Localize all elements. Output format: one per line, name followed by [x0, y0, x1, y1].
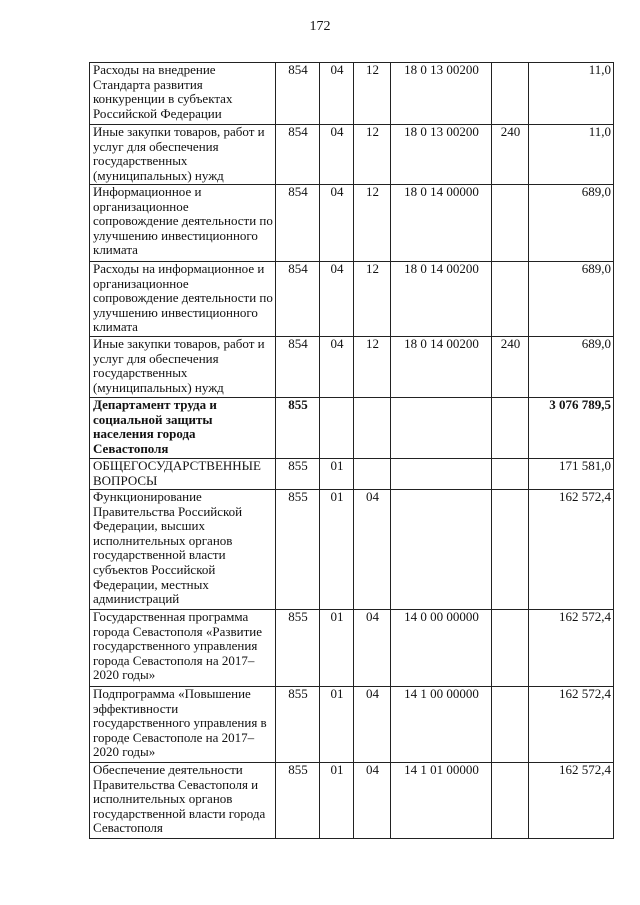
row-target-code: 14 1 00 00000 — [391, 687, 492, 763]
row-ministry-code: 855 — [276, 459, 320, 490]
row-subsection-code — [354, 398, 391, 459]
row-amount: 162 572,4 — [529, 490, 614, 610]
row-target-code: 14 1 01 00000 — [391, 763, 492, 839]
row-target-code — [391, 459, 492, 490]
table-row — [90, 490, 614, 610]
row-expense-type — [492, 763, 529, 839]
table-row — [90, 610, 614, 687]
row-section-code: 04 — [320, 185, 354, 262]
row-amount: 162 572,4 — [529, 763, 614, 839]
row-target-code: 18 0 14 00200 — [391, 262, 492, 337]
row-target-code — [391, 398, 492, 459]
row-expense-type — [492, 490, 529, 610]
row-section-code: 01 — [320, 687, 354, 763]
row-name: Департамент труда и социальной защиты населения города Севастополя — [90, 398, 276, 459]
row-name: Расходы на информационное и организационное сопровождение деятельности по улучшению инвестиционного климата — [90, 262, 276, 337]
row-name: Расходы на внедрение Стандарта развития конкуренции в субъектах Российской Федерации — [90, 63, 276, 125]
row-ministry-code: 854 — [276, 337, 320, 398]
row-amount: 689,0 — [529, 185, 614, 262]
row-amount: 689,0 — [529, 262, 614, 337]
row-subsection-code: 04 — [354, 763, 391, 839]
row-ministry-code: 855 — [276, 763, 320, 839]
row-expense-type — [492, 262, 529, 337]
row-ministry-code: 855 — [276, 687, 320, 763]
row-subsection-code: 12 — [354, 185, 391, 262]
row-ministry-code: 854 — [276, 125, 320, 185]
row-subsection-code: 12 — [354, 262, 391, 337]
row-section-code — [320, 398, 354, 459]
row-amount: 162 572,4 — [529, 610, 614, 687]
row-ministry-code: 855 — [276, 490, 320, 610]
row-subsection-code: 12 — [354, 337, 391, 398]
row-amount: 3 076 789,5 — [529, 398, 614, 459]
row-target-code — [391, 490, 492, 610]
row-subsection-code: 04 — [354, 490, 391, 610]
table-row — [90, 63, 614, 125]
row-amount: 162 572,4 — [529, 687, 614, 763]
row-ministry-code: 854 — [276, 63, 320, 125]
row-expense-type — [492, 459, 529, 490]
table-row — [90, 398, 614, 459]
row-expense-type — [492, 398, 529, 459]
row-section-code: 01 — [320, 763, 354, 839]
row-target-code: 18 0 13 00200 — [391, 63, 492, 125]
row-subsection-code: 12 — [354, 63, 391, 125]
table-row — [90, 337, 614, 398]
row-section-code: 01 — [320, 490, 354, 610]
table-row — [90, 262, 614, 337]
table-row — [90, 459, 614, 490]
row-expense-type — [492, 63, 529, 125]
budget-table-body — [90, 63, 614, 839]
row-ministry-code: 855 — [276, 610, 320, 687]
row-amount: 11,0 — [529, 63, 614, 125]
row-target-code: 18 0 14 00000 — [391, 185, 492, 262]
row-amount: 11,0 — [529, 125, 614, 185]
row-subsection-code — [354, 459, 391, 490]
row-target-code: 18 0 13 00200 — [391, 125, 492, 185]
row-expense-type — [492, 185, 529, 262]
table-row — [90, 763, 614, 839]
row-section-code: 01 — [320, 610, 354, 687]
page-number: 172 — [309, 19, 331, 34]
row-name: Информационное и организационное сопровождение деятельности по улучшению инвестиционного климата — [90, 185, 276, 262]
row-target-code: 18 0 14 00200 — [391, 337, 492, 398]
row-amount: 689,0 — [529, 337, 614, 398]
row-name: ОБЩЕГОСУДАРСТВЕННЫЕ ВОПРОСЫ — [90, 459, 276, 490]
budget-table — [89, 62, 614, 839]
row-ministry-code: 855 — [276, 398, 320, 459]
row-section-code: 04 — [320, 337, 354, 398]
row-ministry-code: 854 — [276, 262, 320, 337]
row-subsection-code: 04 — [354, 687, 391, 763]
row-section-code: 04 — [320, 63, 354, 125]
table-row — [90, 687, 614, 763]
row-name: Иные закупки товаров, работ и услуг для обеспечения государственных (муниципальных) нужд — [90, 125, 276, 185]
row-expense-type: 240 — [492, 337, 529, 398]
row-name: Государственная программа города Севастополя «Развитие государственного управления города Севастополя на 2017–2020 годы» — [90, 610, 276, 687]
row-expense-type — [492, 610, 529, 687]
row-target-code: 14 0 00 00000 — [391, 610, 492, 687]
row-ministry-code: 854 — [276, 185, 320, 262]
row-section-code: 04 — [320, 262, 354, 337]
row-name: Обеспечение деятельности Правительства Севастополя и исполнительных органов государственной власти города Севастополя — [90, 763, 276, 839]
row-subsection-code: 04 — [354, 610, 391, 687]
row-subsection-code: 12 — [354, 125, 391, 185]
row-name: Функционирование Правительства Российской Федерации, высших исполнительных органов государственной власти субъектов Российской Федерации, местных администраций — [90, 490, 276, 610]
row-section-code: 04 — [320, 125, 354, 185]
row-name: Иные закупки товаров, работ и услуг для обеспечения государственных (муниципальных) нужд — [90, 337, 276, 398]
table-row — [90, 185, 614, 262]
row-name: Подпрограмма «Повышение эффективности государственного управления в городе Севастополе на 2017–2020 годы» — [90, 687, 276, 763]
row-expense-type — [492, 687, 529, 763]
row-amount: 171 581,0 — [529, 459, 614, 490]
row-section-code: 01 — [320, 459, 354, 490]
table-row — [90, 125, 614, 185]
row-expense-type: 240 — [492, 125, 529, 185]
